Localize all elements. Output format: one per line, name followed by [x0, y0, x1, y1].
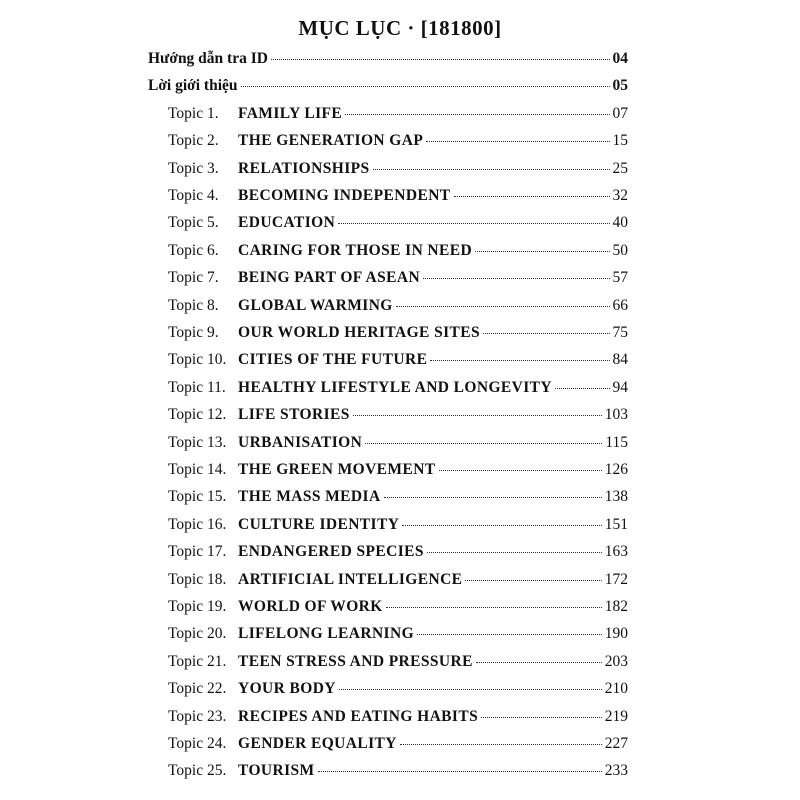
dot-leader — [417, 634, 602, 635]
topic-page: 203 — [604, 652, 628, 670]
topic-name: BECOMING INDEPENDENT — [238, 187, 451, 204]
toc-topic-row[interactable] — [168, 242, 628, 260]
dot-leader — [426, 141, 609, 142]
topic-name: OUR WORLD HERITAGE SITES — [238, 324, 481, 341]
topic-page: 66 — [612, 296, 628, 314]
topic-page: 75 — [612, 324, 628, 341]
dot-leader — [373, 169, 610, 170]
topic-name: TOURISM — [238, 762, 315, 780]
topic-number: Topic 17. — [168, 543, 227, 561]
toc-topic-row[interactable] — [168, 269, 628, 287]
topic-number: Topic 25. — [168, 762, 227, 780]
dot-leader — [318, 771, 602, 772]
topic-page: 25 — [612, 159, 628, 177]
toc-topic-row[interactable] — [168, 406, 628, 424]
topic-name: GLOBAL WARMING — [238, 296, 393, 314]
toc-topic-row[interactable] — [168, 461, 628, 479]
dot-leader — [439, 470, 602, 471]
toc-topic-row[interactable] — [168, 488, 628, 506]
topic-name: ENDANGERED SPECIES — [238, 543, 424, 561]
topic-number: Topic 7. — [168, 269, 219, 287]
topic-number: Topic 6. — [168, 241, 219, 259]
dot-leader — [430, 360, 609, 361]
dot-leader — [339, 689, 602, 690]
topic-name: URBANISATION — [238, 433, 363, 451]
toc-topic-row[interactable] — [168, 132, 628, 150]
toc-topic-row[interactable] — [168, 297, 628, 315]
topic-page: 219 — [604, 707, 628, 725]
dot-leader — [241, 86, 610, 87]
dot-leader — [353, 415, 602, 416]
topic-name: CITIES OF THE FUTURE — [238, 351, 428, 369]
topic-name: ARTIFICIAL INTELLIGENCE — [238, 570, 463, 588]
topic-number: Topic 11. — [168, 378, 226, 396]
toc-entry[interactable] — [148, 50, 628, 68]
topic-page: 172 — [604, 570, 628, 588]
toc-topic-row[interactable] — [168, 653, 628, 671]
topic-name: THE GENERATION GAP — [238, 132, 424, 150]
topic-page: 151 — [604, 515, 628, 533]
topic-number: Topic 8. — [168, 296, 219, 314]
toc-entry[interactable] — [148, 77, 628, 95]
topic-page: 103 — [604, 406, 628, 424]
dot-leader — [481, 717, 602, 718]
dot-leader — [396, 306, 610, 307]
toc-topic-row[interactable] — [168, 762, 628, 780]
toc-entry-label: Hướng dẫn tra ID — [148, 50, 268, 67]
toc-topic-row[interactable] — [168, 735, 628, 753]
dot-leader — [400, 744, 602, 745]
topic-name: RELATIONSHIPS — [238, 159, 370, 177]
topic-page: 50 — [612, 241, 628, 259]
topic-name: BEING PART OF ASEAN — [238, 269, 421, 287]
topic-page: 94 — [612, 378, 628, 396]
topic-number: Topic 5. — [168, 214, 219, 232]
topic-number: Topic 19. — [168, 598, 227, 615]
toc-entry-label: Lời giới thiệu — [148, 77, 238, 95]
topic-number: Topic 12. — [168, 406, 227, 424]
dot-leader — [475, 251, 609, 252]
toc-topic-row[interactable] — [168, 160, 628, 178]
toc-entry-page: 05 — [612, 77, 628, 95]
toc-topic-row[interactable] — [168, 214, 628, 232]
dot-leader — [427, 552, 602, 553]
topic-number: Topic 22. — [168, 680, 227, 698]
dot-leader — [465, 580, 601, 581]
topic-name: YOUR BODY — [238, 680, 336, 698]
toc-topic-row[interactable] — [168, 324, 628, 342]
dot-leader — [384, 497, 602, 498]
dot-leader — [365, 443, 602, 444]
topic-name: CULTURE IDENTITY — [238, 515, 400, 533]
topic-name: TEEN STRESS AND PRESSURE — [238, 652, 473, 670]
topic-number: Topic 3. — [168, 159, 219, 177]
topic-page: 138 — [604, 488, 628, 506]
topic-page: 233 — [604, 762, 628, 780]
topic-number: Topic 4. — [168, 187, 219, 204]
topic-page: 40 — [612, 214, 628, 232]
dot-leader — [402, 525, 601, 526]
topic-name: HEALTHY LIFESTYLE AND LONGEVITY — [238, 378, 553, 396]
topic-number: Topic 21. — [168, 652, 227, 670]
toc-topic-row[interactable] — [168, 625, 628, 643]
topic-page: 190 — [604, 625, 628, 643]
toc-topic-row[interactable] — [168, 708, 628, 726]
topic-page: 210 — [604, 680, 628, 698]
topic-number: Topic 20. — [168, 625, 227, 643]
topic-name: THE MASS MEDIA — [238, 488, 381, 506]
topic-number: Topic 10. — [168, 351, 227, 369]
toc-topic-row[interactable] — [168, 571, 628, 589]
topic-number: Topic 24. — [168, 735, 227, 752]
topic-number: Topic 15. — [168, 488, 227, 506]
toc-topic-row[interactable] — [168, 187, 628, 205]
dot-leader — [423, 278, 609, 279]
dot-leader — [483, 333, 609, 334]
dot-leader — [476, 662, 602, 663]
toc-topic-row[interactable] — [168, 351, 628, 369]
topic-number: Topic 1. — [168, 104, 219, 122]
topic-number: Topic 18. — [168, 570, 227, 588]
toc-topic-row[interactable] — [168, 680, 628, 698]
topic-page: 57 — [612, 269, 628, 287]
topic-number: Topic 23. — [168, 707, 227, 725]
dot-leader — [338, 223, 609, 224]
topic-page: 84 — [612, 351, 628, 369]
toc-topic-row[interactable] — [168, 434, 628, 452]
dot-leader — [271, 59, 610, 60]
topic-name: EDUCATION — [238, 214, 336, 232]
topic-name: GENDER EQUALITY — [238, 735, 397, 752]
topic-page: 126 — [604, 461, 628, 478]
topic-number: Topic 9. — [168, 324, 219, 341]
dot-leader — [555, 388, 609, 389]
topic-number: Topic 16. — [168, 515, 227, 533]
topic-name: FAMILY LIFE — [238, 104, 343, 122]
topic-name: LIFE STORIES — [238, 406, 350, 424]
page-title: MỤC LỤC · [181800] — [298, 16, 502, 40]
topic-page: 115 — [605, 433, 628, 451]
topic-page: 182 — [604, 598, 628, 615]
topic-page: 163 — [604, 543, 628, 561]
toc-topic-row[interactable] — [168, 105, 628, 123]
topic-name: RECIPES AND EATING HABITS — [238, 707, 479, 725]
dot-leader — [454, 196, 610, 197]
toc-topic-row[interactable] — [168, 379, 628, 397]
topic-page: 227 — [604, 735, 628, 752]
topic-page: 15 — [612, 132, 628, 150]
topic-page: 32 — [612, 187, 628, 204]
toc-topic-row[interactable] — [168, 543, 628, 561]
topic-name: WORLD OF WORK — [238, 598, 383, 615]
dot-leader — [386, 607, 602, 608]
topic-name: THE GREEN MOVEMENT — [238, 461, 436, 478]
topic-number: Topic 2. — [168, 132, 219, 150]
topic-name: CARING FOR THOSE IN NEED — [238, 241, 473, 259]
topic-number: Topic 14. — [168, 461, 227, 478]
topic-name: LIFELONG LEARNING — [238, 625, 415, 643]
topic-page: 07 — [612, 104, 628, 122]
toc-entry-page: 04 — [612, 50, 628, 67]
dot-leader — [345, 114, 609, 115]
topic-number: Topic 13. — [168, 433, 227, 451]
toc-topic-row[interactable] — [168, 516, 628, 534]
toc-topic-row[interactable] — [168, 598, 628, 616]
